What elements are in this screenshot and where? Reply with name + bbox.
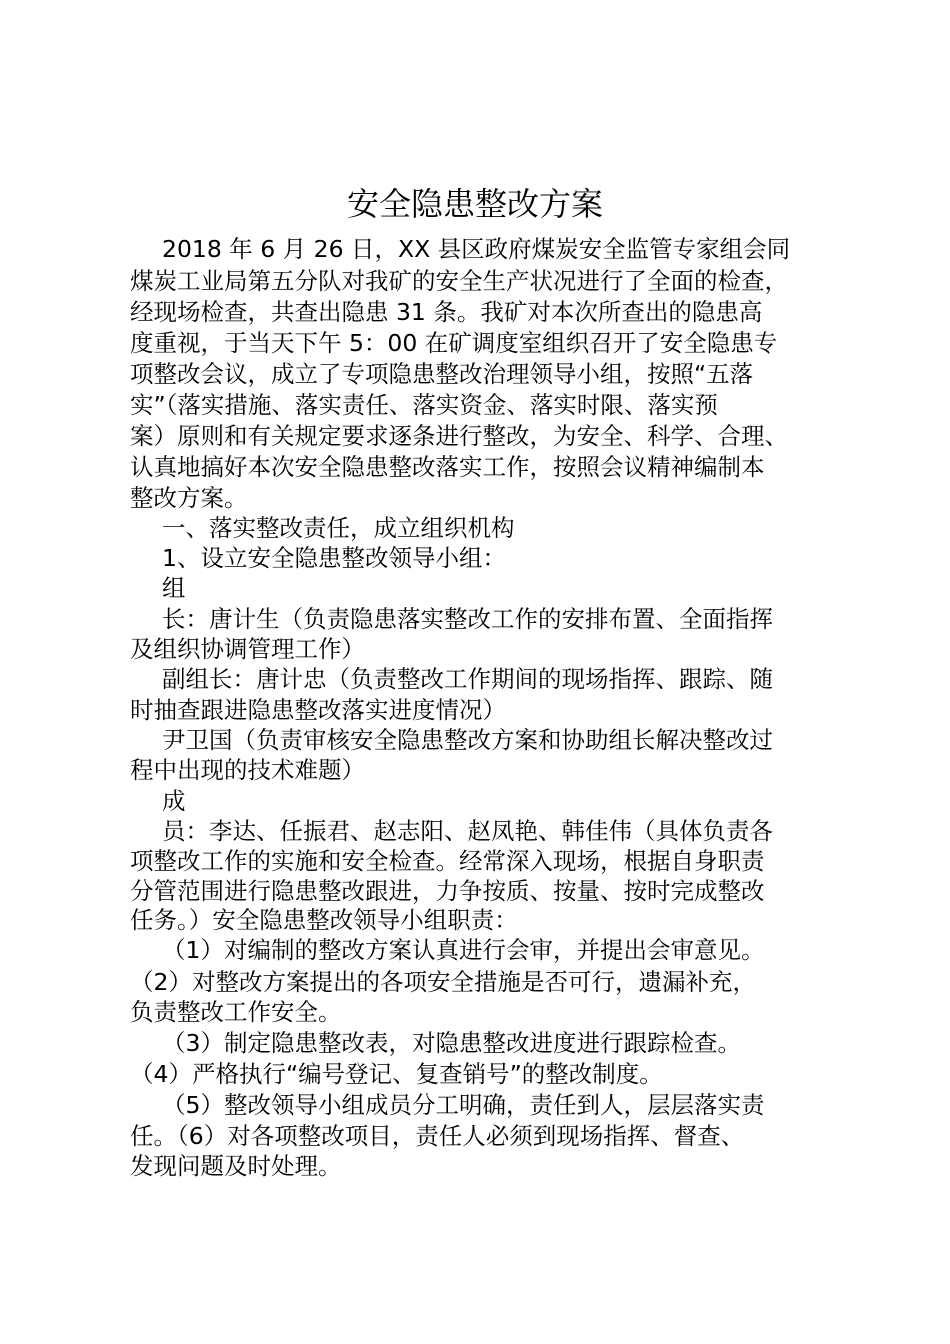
paragraph-line: 度重视，于当天下午 5：00 在矿调度室组织召开了安全隐患专 bbox=[130, 329, 778, 357]
paragraph-line: 程中出现的技术难题） bbox=[130, 756, 365, 784]
section-heading: 一、落实整改责任，成立组织机构 bbox=[162, 514, 515, 542]
paragraph-line: 组 bbox=[162, 574, 186, 602]
paragraph-line: 认真地搞好本次安全隐患整改落实工作，按照会议精神编制本 bbox=[130, 453, 765, 481]
document-title: 安全隐患整改方案 bbox=[346, 185, 603, 223]
paragraph-line: 时抽查跟进隐患整改落实进度情况） bbox=[130, 696, 506, 724]
paragraph-line: 实”（落实措施、落实责任、落实资金、落实时限、落实预 bbox=[130, 391, 718, 419]
paragraph-line: 项整改工作的实施和安全检查。经常深入现场，根据自身职责 bbox=[130, 847, 765, 875]
list-item: （3）制定隐患整改表，对隐患整改进度进行跟踪检查。 bbox=[162, 1029, 741, 1057]
paragraph-line: 分管范围进行隐患整改跟进，力争按质、按量、按时完成整改 bbox=[130, 877, 765, 905]
subsection-heading: 1、设立安全隐患整改领导小组： bbox=[162, 544, 506, 572]
list-item: （5）整改领导小组成员分工明确，责任到人，层层落实责 bbox=[162, 1091, 765, 1119]
paragraph-line: 长：唐计生（负责隐患落实整改工作的安排布置、全面指挥 bbox=[162, 605, 773, 633]
paragraph-line: 尹卫国（负责审核安全隐患整改方案和协助组长解决整改过 bbox=[162, 726, 773, 754]
paragraph-line: 煤炭工业局第五分队对我矿的安全生产状况进行了全面的检查， bbox=[130, 267, 788, 295]
list-item: （4）严格执行“编号登记、复查销号”的整改制度。 bbox=[130, 1060, 663, 1088]
paragraph-line: 成 bbox=[162, 787, 186, 815]
paragraph-line: 任务。）安全隐患整改领导小组职责： bbox=[130, 906, 518, 934]
paragraph-line: 2018 年 6 月 26 日，XX 县区政府煤炭安全监管专家组会同 bbox=[162, 235, 791, 263]
paragraph-line: 副组长：唐计忠（负责整改工作期间的现场指挥、跟踪、随 bbox=[162, 665, 773, 693]
paragraph-line: 整改方案。 bbox=[130, 484, 248, 512]
paragraph-line: 任。（6）对各项整改项目，责任人必须到现场指挥、督查、 bbox=[130, 1122, 745, 1150]
paragraph-line: 员：李达、任振君、赵志阳、赵凤艳、韩佳伟（具体负责各 bbox=[162, 817, 773, 845]
paragraph-line: 经现场检查，共查出隐患 31 条。我矿对本次所查出的隐患高 bbox=[130, 298, 763, 326]
list-item: （2）对整改方案提出的各项安全措施是否可行，遗漏补充， bbox=[130, 968, 756, 996]
paragraph-line: 发现问题及时处理。 bbox=[130, 1152, 342, 1180]
paragraph-line: 案）原则和有关规定要求逐条进行整改，为安全、科学、合理、 bbox=[130, 422, 788, 450]
paragraph-line: 项整改会议，成立了专项隐患整改治理领导小组，按照“五落 bbox=[130, 360, 754, 388]
paragraph-line: 负责整改工作安全。 bbox=[130, 998, 342, 1026]
paragraph-line: 及组织协调管理工作） bbox=[130, 635, 365, 663]
list-item: （1）对编制的整改方案认真进行会审，并提出会审意见。 bbox=[162, 936, 765, 964]
